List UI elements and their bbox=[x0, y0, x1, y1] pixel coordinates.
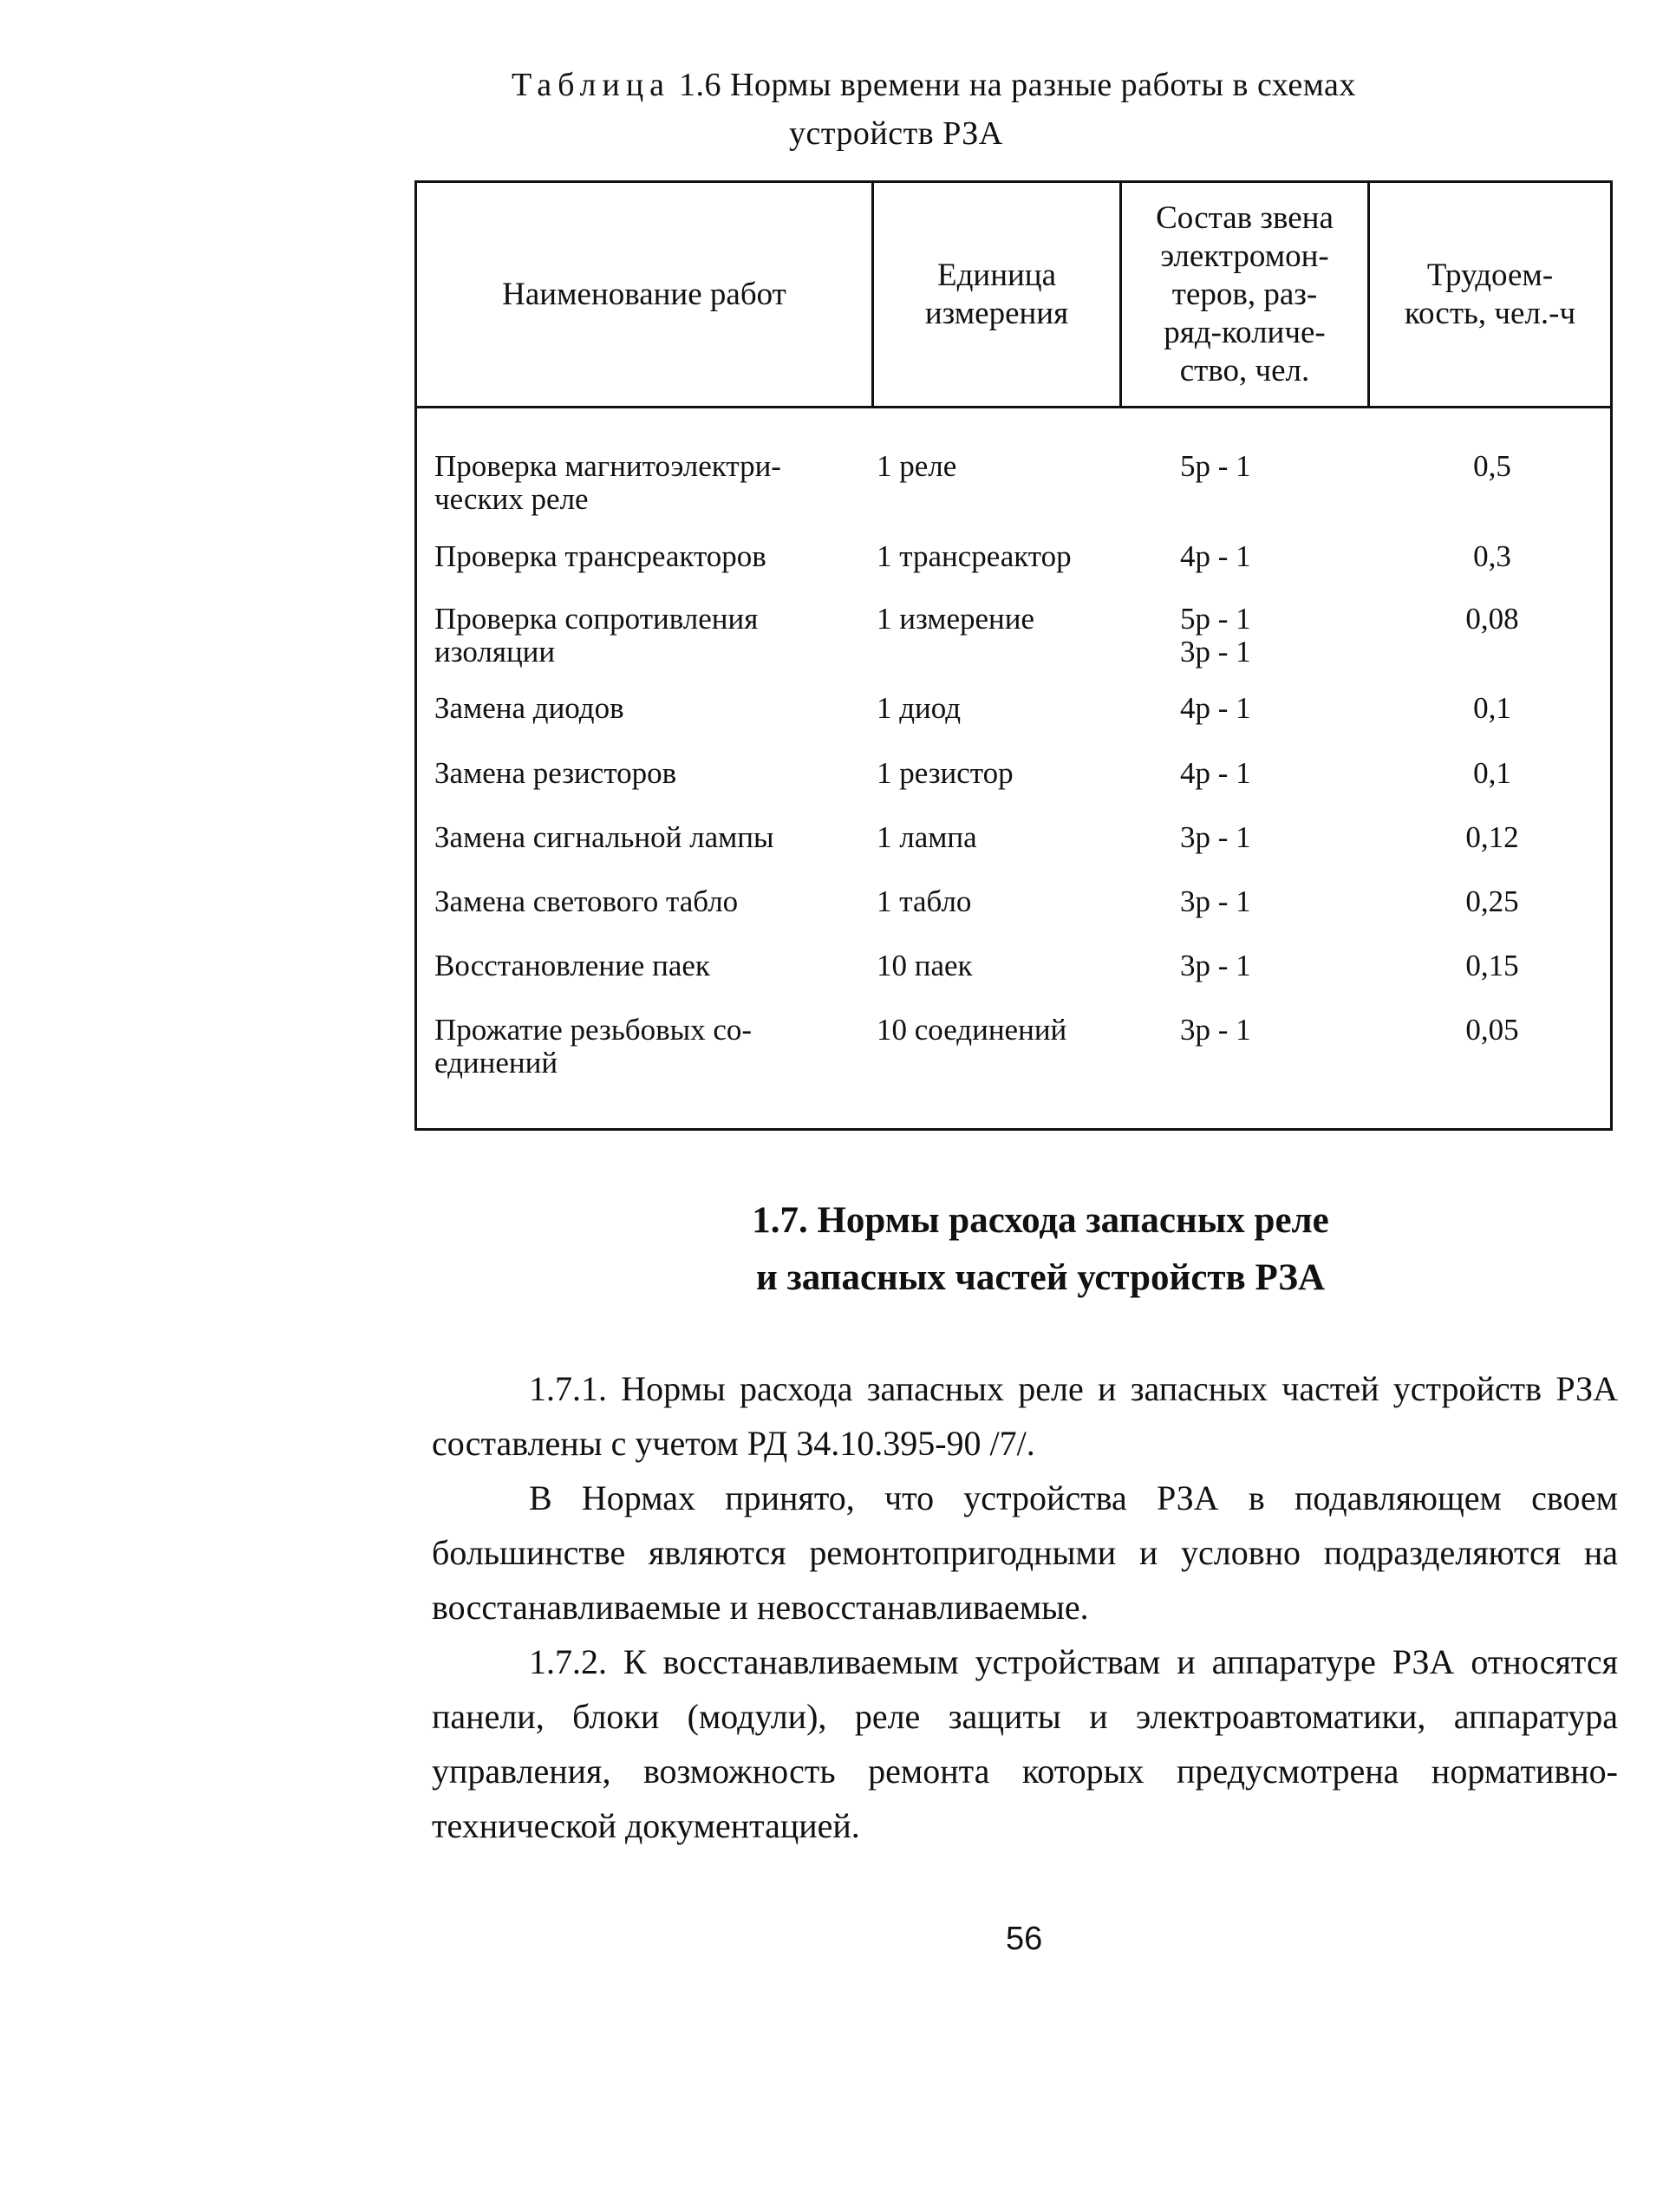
cell-line: 3р - 1 bbox=[1180, 820, 1251, 854]
cell-labor: 0,1 bbox=[1473, 691, 1511, 725]
paragraph-1-7-1: 1.7.1. Нормы расхода запасных реле и запасных частей устройств РЗА составлены с учетом РД 34.10.395-90 /7/. bbox=[432, 1369, 1618, 1463]
table-header bbox=[417, 183, 1610, 408]
cell-work-name bbox=[434, 821, 868, 854]
cell-crew bbox=[1180, 885, 1327, 918]
cell-line: 3р - 1 bbox=[1180, 949, 1251, 982]
cell-line: 3р - 1 bbox=[1180, 1013, 1251, 1047]
cell-labor: 0,25 bbox=[1465, 884, 1519, 918]
header-line: теров, раз- bbox=[1171, 276, 1318, 312]
cell-unit: 1 диод bbox=[877, 691, 962, 725]
section-title-line2: и запасных частей устройств РЗА bbox=[755, 1257, 1326, 1298]
cell-labor: 0,12 bbox=[1465, 820, 1519, 854]
cell-line: Замена резисторов bbox=[434, 756, 677, 790]
cell-work-name bbox=[434, 692, 868, 725]
cell-work-name bbox=[434, 450, 868, 516]
header-work-name bbox=[417, 183, 871, 406]
cell-work-name bbox=[434, 757, 868, 790]
cell-unit: 1 реле bbox=[877, 449, 957, 483]
cell-line: Замена диодов bbox=[434, 691, 624, 725]
header-unit bbox=[871, 183, 1119, 406]
caption-word: Таблица bbox=[512, 67, 671, 103]
cell-work-name bbox=[434, 603, 868, 669]
header-line: электромон- bbox=[1160, 238, 1329, 274]
header-labor bbox=[1367, 183, 1610, 406]
header-line: кость, чел.-ч bbox=[1404, 295, 1576, 331]
cell-line: Замена сигнальной лампы bbox=[434, 820, 774, 854]
cell-labor: 0,3 bbox=[1473, 539, 1511, 573]
cell-line: ческих реле bbox=[434, 482, 589, 516]
header-line: Наименование работ bbox=[502, 276, 786, 312]
cell-crew bbox=[1180, 821, 1327, 854]
norms-table bbox=[414, 180, 1613, 1131]
cell-work-name bbox=[434, 949, 868, 982]
body-text bbox=[432, 1361, 1618, 1853]
caption-text-line2: устройств РЗА bbox=[789, 115, 1003, 152]
cell-labor: 0,05 bbox=[1465, 1013, 1519, 1047]
header-line: Трудоем- bbox=[1426, 257, 1554, 293]
header-line: ство, чел. bbox=[1179, 352, 1310, 388]
header-line: Единица bbox=[936, 257, 1057, 293]
cell-crew bbox=[1180, 1014, 1327, 1047]
cell-line: Замена светового табло bbox=[434, 884, 739, 918]
cell-unit: 1 лампа bbox=[877, 820, 977, 854]
paragraph-norms-accepted: В Нормах принято, что устройства РЗА в подавляющем своем большинстве являются ремонтопригодными и условно подразделяются на восстанавливаемые и невосстанавливаемые. bbox=[432, 1478, 1618, 1627]
page-number: 56 bbox=[1006, 1921, 1043, 1957]
header-line: Состав звена bbox=[1156, 199, 1334, 236]
cell-crew bbox=[1180, 603, 1327, 669]
table-caption bbox=[512, 61, 1543, 158]
cell-line: единений bbox=[434, 1046, 558, 1080]
cell-unit: 1 табло bbox=[877, 884, 972, 918]
cell-unit: 1 резистор bbox=[877, 756, 1014, 790]
cell-line: Прожатие резьбовых со- bbox=[434, 1013, 753, 1047]
cell-work-name bbox=[434, 1014, 868, 1080]
cell-line: Восстановление паек bbox=[434, 949, 710, 982]
section-title-line1: 1.7. Нормы расхода запасных реле bbox=[752, 1200, 1329, 1241]
cell-labor: 0,15 bbox=[1465, 949, 1519, 982]
header-line: измерения bbox=[924, 295, 1069, 331]
cell-crew bbox=[1180, 757, 1327, 790]
paragraph-1-7-2: 1.7.2. К восстанавливаемым устройствам и аппаратуре РЗА относятся панели, блоки (модули), реле защиты и электроавтоматики, аппаратура управления, возможность ремонта которых предусмотрена нормативно-технической документацией. bbox=[432, 1642, 1618, 1845]
cell-work-name bbox=[434, 540, 868, 573]
cell-line: 4р - 1 bbox=[1180, 691, 1251, 725]
cell-line: Проверка сопротивления bbox=[434, 602, 759, 636]
caption-number: 1.6 bbox=[679, 67, 722, 103]
cell-unit: 1 трансреактор bbox=[877, 539, 1072, 573]
cell-crew bbox=[1180, 540, 1327, 573]
cell-work-name bbox=[434, 885, 868, 918]
cell-line: Проверка магнитоэлектри- bbox=[434, 449, 781, 483]
header-crew bbox=[1119, 183, 1367, 406]
cell-line: 5р - 1 bbox=[1180, 602, 1251, 636]
cell-unit: 1 измерение bbox=[877, 602, 1035, 636]
cell-labor: 0,1 bbox=[1473, 756, 1511, 790]
cell-labor: 0,5 bbox=[1473, 449, 1511, 483]
caption-text-line1: Нормы времени на разные работы в схемах bbox=[730, 67, 1356, 103]
cell-line: 5р - 1 bbox=[1180, 449, 1251, 483]
cell-unit: 10 соединений bbox=[877, 1013, 1067, 1047]
cell-crew bbox=[1180, 450, 1327, 483]
cell-unit: 10 паек bbox=[877, 949, 973, 982]
cell-crew bbox=[1180, 692, 1327, 725]
cell-line: 3р - 1 bbox=[1180, 635, 1251, 669]
section-title bbox=[520, 1192, 1561, 1307]
cell-line: 3р - 1 bbox=[1180, 884, 1251, 918]
cell-line: Проверка трансреакторов bbox=[434, 539, 766, 573]
header-line: ряд-количе- bbox=[1164, 314, 1326, 350]
cell-line: 4р - 1 bbox=[1180, 756, 1251, 790]
cell-line: изоляции bbox=[434, 635, 556, 669]
cell-line: 4р - 1 bbox=[1180, 539, 1251, 573]
cell-crew bbox=[1180, 949, 1327, 982]
cell-labor: 0,08 bbox=[1465, 602, 1519, 636]
